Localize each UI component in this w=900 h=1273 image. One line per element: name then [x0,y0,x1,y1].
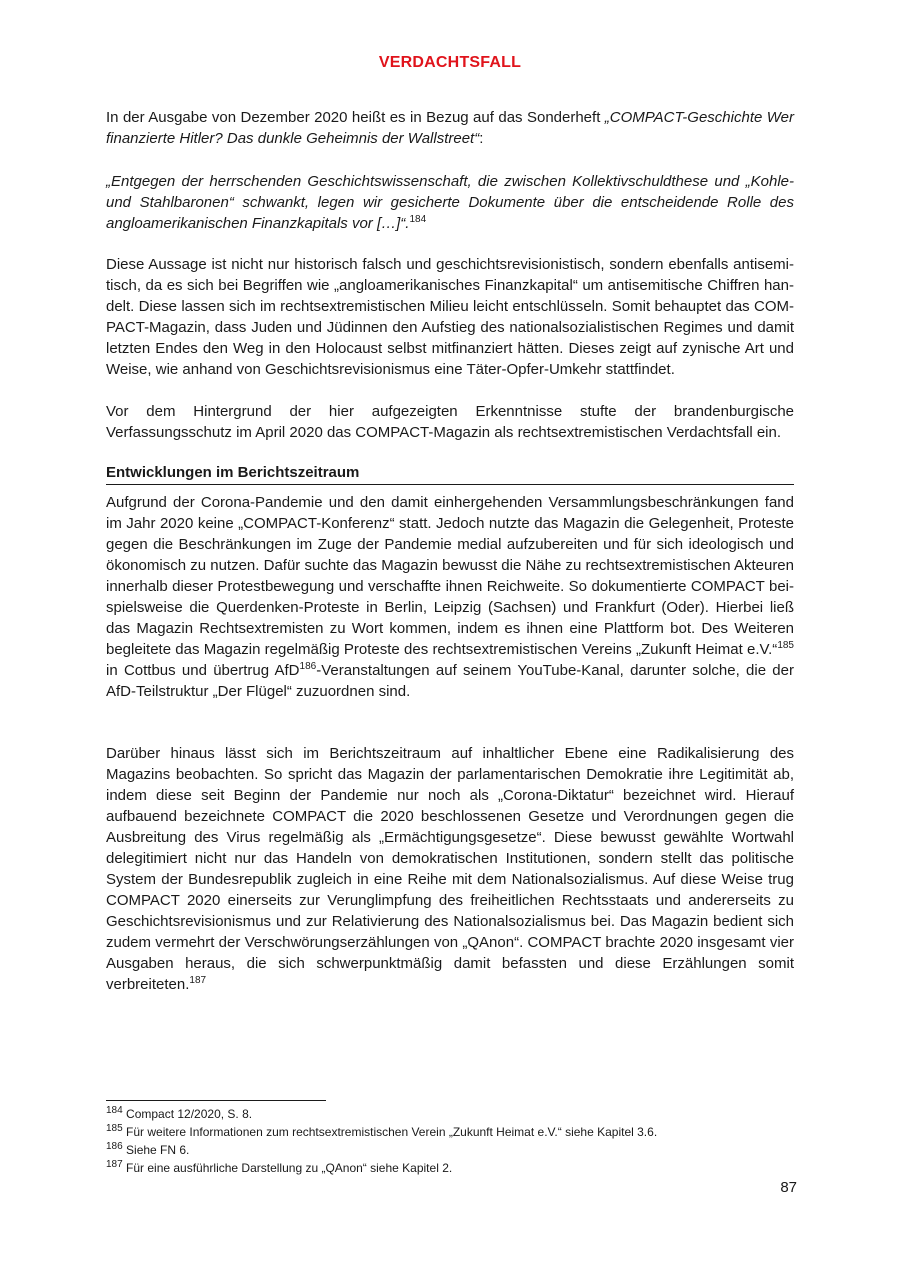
paragraph-radicalisation [106,743,794,995]
paragraph-classification: Vor dem Hintergrund der hier aufgezeigten Erkenntnisse stufte der brandenburgische Verfassungsschutz im April 2020 das COMPACT-Magazin als rechtsextremistischen Verdachtsfall ein. [106,403,794,441]
footnote-ref-186: 186 [299,661,317,672]
publication-title: „COMPACT-Geschichte Wer finanzierte Hitler? Das dunkle Geheimnis der Wallstreet“ [106,109,794,147]
paragraph-developments-text-c: -Veranstaltungen auf seinem YouTube-Kanal, darunter solche, die der AfD-Teilstruktur „Der Flügel“ zuzuordnen sind. [106,662,794,700]
footnote-text: Siehe FN 6. [122,1143,190,1157]
paragraph-developments-text-a: Aufgrund der Corona-Pandemie und den damit einhergehenden Versammlungsbeschränkungen fand im Jahr 2020 keine „COMPACT-Konferenz“ statt. Jedoch nutzte das Magazin die Gelegenheit, Proteste gegen die Beschränkungen im Zuge der Pandemie medial aufzubereiten und für sich ideologisch und ökonomisch zu nutzen. Dafür suchte das Magazin bewusst die Nähe zu rechtsextremistischen Akteuren innerhalb dieser Protestbewegung und verschaffte ihnen Reichweite. So dokumentierte COMPACT beispielsweise die Querdenken-Proteste in Berlin, Leipzig (Sachsen) und Frankfurt (Oder). Hierbei ließ das Magazin Rechtsextremisten zu Wort kommen, indem es ihnen eine Plattform bot. Des Weiteren begleitete das Magazin regelmäßig Proteste des rechtsextremistischen Vereins „Zukunft Heimat e.V.“ [106,494,794,658]
footnote-187 [106,1160,452,1176]
section-heading: Entwicklungen im Berichtszeitraum [106,462,794,485]
footnote-number: 184 [106,1105,123,1116]
footnote-ref-185: 185 [777,640,794,651]
paragraph-intro-text: In der Ausgabe von Dezember 2020 heißt es in Bezug auf das Sonderheft [106,109,605,126]
paragraph-developments [106,492,794,702]
footnote-number: 187 [106,1159,123,1170]
page-header-title: VERDACHTSFALL [378,54,522,71]
footnote-text: Für eine ausführliche Darstellung zu „QAnon“ siehe Kapitel 2. [122,1161,453,1175]
footnote-184 [106,1106,252,1122]
paragraph-radicalisation-text: Darüber hinaus lässt sich im Berichtszeitraum auf inhaltlicher Ebene eine Radikalisierung des Magazins beobachten. So spricht das Magazin der parlamentarischen Demokratie ihre Legitimität ab, indem diese seit Beginn der Pandemie nur noch als „Corona-Diktatur“ bezeichnet wird. Hierauf aufbauend bezeichnete COMPACT die 2020 beschlossenen Gesetze und Verordnungen gegen die Ausbreitung des Virus regelmäßig als „Ermächtigungsgesetze“. Diese bewusst gewählte Wortwahl delegitimiert nicht nur das Handeln von demokratischen Institutionen, sondern stellt das politische System der Bundesrepublik zugleich in eine Reihe mit dem Nationalsozialismus. Auf diese Weise trug COMPACT 2020 einerseits zur Verunglimpfung des freiheitlichen Rechtsstaats und andererseits zu Geschichtsrevisionismus und zur Relativierung des Nationalsozialismus bei. Das Magazin bedient sich zudem vermehrt der Verschwörungserzählungen von „QAnon“. COMPACT brachte 2020 insgesamt vier Ausgaben heraus, die sich schwerpunktmäßig damit befassten und diese Erzählungen somit verbreiteten. [106,745,794,993]
block-quote [106,171,794,234]
paragraph-analysis: Diese Aussage ist nicht nur historisch falsch und geschichtsrevisionistisch, sondern ebenfalls antisemitisch, da es sich bei Begriffen wie „angloamerikanisches Finanzkapital“ um antisemitische Chiffren handelt. Diese lassen sich im rechtsextremistischen Milieu leicht entschlüsseln. Somit behauptet das COMPACT-Magazin, dass Juden und Jüdinnen den Aufstieg des nationalsozialistischen Regimes und damit letzten Endes den Weg in den Holocaust selbst mitfinanziert hätten. Dieses zeigt auf zynische Art und Weise, wie anhand von Geschichtsrevisionismus eine Täter-Opfer-Umkehr stattfindet. [106,256,794,378]
footnote-text: Compact 12/2020, S. 8. [122,1107,253,1121]
footnote-number: 186 [106,1141,123,1152]
footnote-186 [106,1142,189,1158]
paragraph-intro [106,107,794,149]
footnote-number: 185 [106,1123,123,1134]
footnote-ref-184: 184 [409,214,427,225]
footnote-ref-187: 187 [189,975,207,986]
paragraph-intro-colon: : [479,130,484,147]
footnote-185 [106,1124,657,1140]
footnote-text: Für weitere Informationen zum rechtsextremistischen Verein „Zukunft Heimat e.V.“ siehe Kapitel 3.6. [122,1125,658,1139]
footnote-divider [106,1100,326,1101]
quote-text: „Entgegen der herrschenden Geschichtswissenschaft, die zwischen Kollektivschuldthese und „Kohle- und Stahlbaronen“ schwankt, legen wir gesicherte Dokumente über die entscheidende Rolle des angloamerikanischen Finanzkapitals vor […]“. [106,173,794,232]
paragraph-developments-text-b: in Cottbus und übertrug AfD [106,662,300,679]
page-number: 87 [780,1179,797,1196]
